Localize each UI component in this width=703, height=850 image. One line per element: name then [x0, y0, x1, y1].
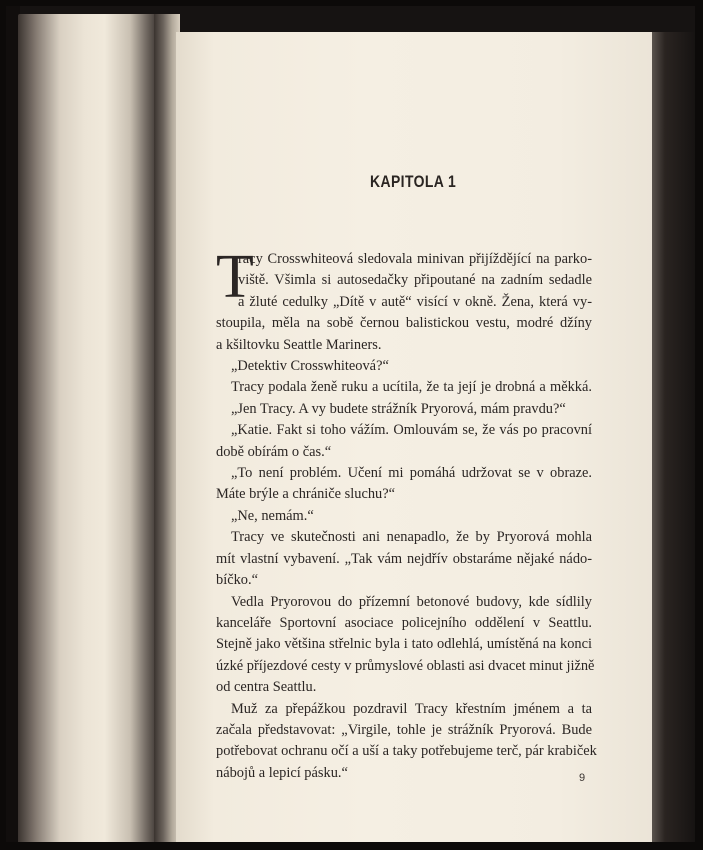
text-line: Máte brýle a chrániče sluchu?“	[216, 486, 395, 503]
text-line: a kšiltovku Seattle Mariners.	[216, 336, 382, 353]
left-page	[18, 14, 158, 842]
text-line: „Detektiv Crosswhiteová?“	[231, 358, 389, 375]
text-line: a žluté cedulky „Dítě v autě“ visící v okně. Žena, která vy-	[238, 293, 592, 310]
text-line: „To není problém. Učení mi pomáhá udržovat se v obraze.	[231, 465, 592, 482]
text-line: od centra Seattlu.	[216, 679, 317, 696]
text-line: Muž za přepážkou pozdravil Tracy křestním jménem a ta	[231, 700, 592, 717]
text-line: „Ne, nemám.“	[231, 507, 314, 524]
text-line: úzké příjezdové cesty v průmyslové oblasti asi dvacet minut jižně	[216, 657, 595, 674]
text-line: nábojů a lepicí pásku.“	[216, 764, 348, 781]
text-line: viště. Všimla si autosedačky připoutané na zadním sedadle	[238, 272, 592, 289]
text-line: stoupila, měla na sobě černou balistickou vestu, modré džíny	[216, 315, 592, 332]
body-text	[216, 249, 597, 784]
chapter-title: KAPITOLA 1	[370, 172, 457, 191]
page-edge-shadow	[652, 32, 695, 842]
text-line: kanceláře Sportovní asociace policejního oddělení v Seattlu.	[216, 614, 592, 631]
text-line: Tracy ve skutečnosti ani nenapadlo, že by Pryorová mohla	[231, 529, 592, 546]
text-line: Vedla Pryorovou do přízemní betonové budovy, kde sídlily	[231, 593, 592, 610]
text-line: Tracy podala ženě ruku a ucítila, že ta její je drobná a měkká.	[231, 379, 592, 396]
text-line: začala představovat: „Virgile, tohle je strážník Pryorová. Bude	[216, 721, 592, 738]
page-number: 9	[579, 772, 586, 784]
text-line: bíčko.“	[216, 572, 258, 589]
text-line: době obírám o čas.“	[216, 443, 332, 460]
text-line: Stejně jako většina střelnic byla i tato odlehlá, umístěná na konci	[216, 636, 592, 653]
text-line: „Jen Tracy. A vy budete strážník Pryorová, mám pravdu?“	[231, 400, 566, 417]
text-line: racy Crosswhiteová sledovala minivan přijíždějící na parko-	[238, 251, 592, 267]
text-line: „Katie. Fakt si toho vážím. Omlouvám se, že vás po pracovní	[231, 422, 592, 439]
text-line: mít vlastní vybavení. „Tak vám nejdřív obstaráme nějaké nádo-	[216, 550, 592, 567]
drop-cap: T	[216, 243, 254, 311]
text-line: potřebovat ochranu očí a uší a taky potřebujeme terč, pár krabiček	[216, 743, 597, 760]
